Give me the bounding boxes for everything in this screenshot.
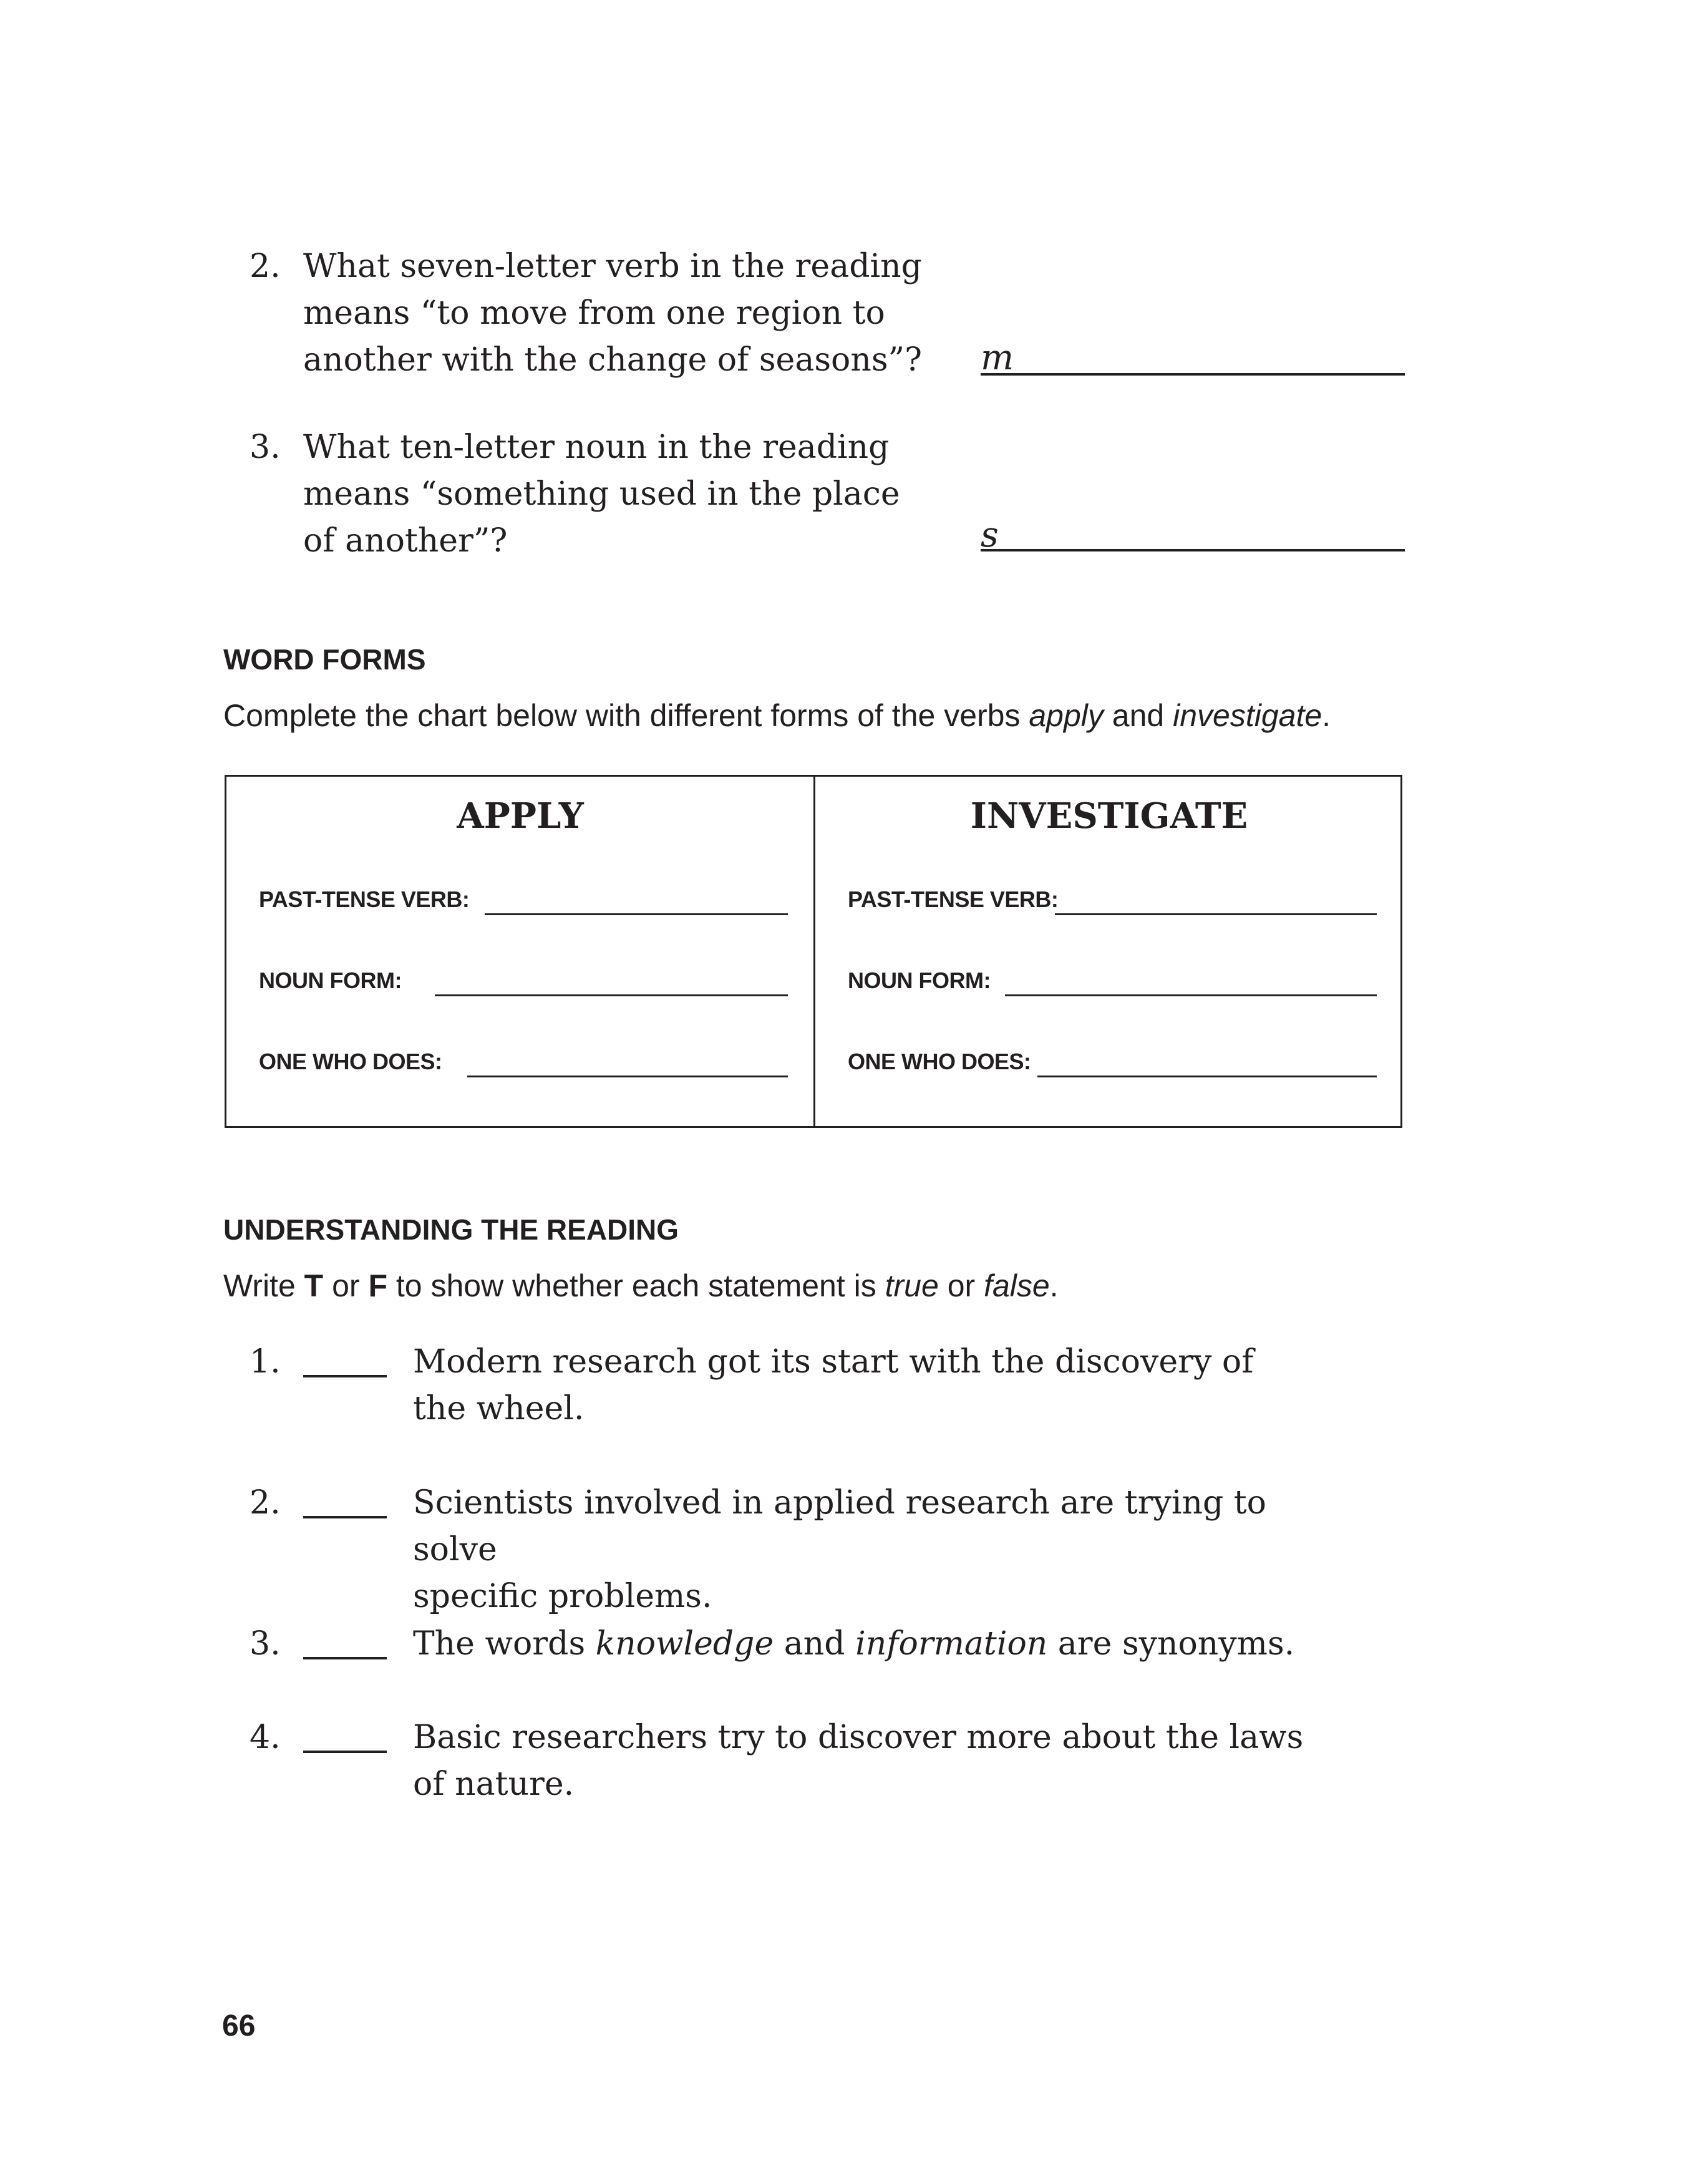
chart-row-past-tense xyxy=(848,878,1377,915)
instruction-text: to show whether each statement is xyxy=(387,1268,885,1303)
column-title: APPLY xyxy=(457,795,584,837)
word-forms-instruction xyxy=(223,697,1331,734)
question-line: another with the change of seasons”? xyxy=(303,341,922,379)
statement-line: Basic researchers try to discover more about the laws xyxy=(413,1719,1304,1756)
statement-text xyxy=(413,1480,1349,1620)
item-number: 4. xyxy=(250,1719,281,1756)
answer-line[interactable] xyxy=(1055,913,1377,915)
answer-line[interactable] xyxy=(1005,994,1377,996)
column-title: INVESTIGATE xyxy=(970,795,1248,837)
statement-line: Modern research got its start with the discovery of xyxy=(413,1343,1254,1381)
question-number: 2. xyxy=(250,248,281,285)
answer-line[interactable] xyxy=(435,994,788,996)
statement-line: of nature. xyxy=(413,1766,575,1803)
answer-blank[interactable] xyxy=(303,1657,387,1659)
statement-text xyxy=(413,1621,1349,1668)
instruction-letter: F xyxy=(368,1268,387,1303)
instruction-text: Write xyxy=(223,1268,304,1303)
question-text xyxy=(303,424,989,565)
answer-line-3[interactable] xyxy=(981,549,1405,551)
question-line: means “to move from one region to xyxy=(303,294,885,332)
chart-row-one-who-does xyxy=(848,1040,1377,1077)
instruction-text: or xyxy=(938,1268,984,1303)
statement-text-part: and xyxy=(774,1625,856,1663)
instruction-text: Complete the chart below with different forms of the verbs xyxy=(223,698,1029,733)
statement-emphasis: information xyxy=(855,1625,1048,1663)
answer-hint-letter: m xyxy=(981,338,1014,378)
chart-row-past-tense xyxy=(259,878,788,915)
statement-line: specific problems. xyxy=(413,1578,712,1615)
word-forms-chart xyxy=(225,775,1402,1128)
item-number: 1. xyxy=(250,1343,281,1381)
answer-line[interactable] xyxy=(1037,1076,1377,1077)
understanding-instruction xyxy=(223,1268,1059,1304)
chart-column-apply xyxy=(226,777,814,1126)
chart-row-one-who-does xyxy=(259,1040,788,1077)
item-number: 2. xyxy=(250,1484,281,1522)
statement-line: the wheel. xyxy=(413,1390,585,1427)
question-line: means “something used in the place xyxy=(303,475,900,513)
row-label: NOUN FORM: xyxy=(259,968,402,993)
question-line: What ten-letter noun in the reading xyxy=(303,429,890,466)
chart-column-investigate xyxy=(815,777,1403,1126)
question-number: 3. xyxy=(250,429,281,466)
answer-line[interactable] xyxy=(485,913,788,915)
statement-text-part: The words xyxy=(413,1625,596,1663)
statement-text xyxy=(413,1714,1349,1808)
chart-row-noun-form xyxy=(848,959,1377,996)
instruction-emphasis: false xyxy=(984,1268,1050,1303)
instruction-text: and xyxy=(1103,698,1173,733)
row-label: PAST-TENSE VERB: xyxy=(259,886,470,912)
statement-text xyxy=(413,1339,1349,1432)
instruction-text: . xyxy=(1322,698,1331,733)
answer-line[interactable] xyxy=(467,1076,788,1077)
answer-blank[interactable] xyxy=(303,1375,387,1377)
section-heading-understanding: UNDERSTANDING THE READING xyxy=(223,1213,679,1246)
section-heading-word-forms: WORD FORMS xyxy=(223,643,426,676)
answer-blank[interactable] xyxy=(303,1516,387,1518)
answer-line-2[interactable] xyxy=(981,373,1405,376)
row-label: NOUN FORM: xyxy=(848,968,991,993)
question-line: What seven-letter verb in the reading xyxy=(303,248,922,285)
page-number: 66 xyxy=(222,2009,256,2042)
instruction-text: . xyxy=(1049,1268,1059,1303)
statement-text-part: are synonyms. xyxy=(1047,1625,1295,1663)
statement-line: Scientists involved in applied research are trying to solve xyxy=(413,1484,1266,1568)
instruction-verb: investigate xyxy=(1173,698,1322,733)
question-text xyxy=(303,243,989,384)
row-label: PAST-TENSE VERB: xyxy=(848,886,1059,912)
instruction-emphasis: true xyxy=(885,1268,939,1303)
item-number: 3. xyxy=(250,1625,281,1663)
instruction-letter: T xyxy=(304,1268,324,1303)
statement-emphasis: knowledge xyxy=(595,1625,774,1663)
question-line: of another”? xyxy=(303,522,508,560)
instruction-verb: apply xyxy=(1029,698,1104,733)
answer-blank[interactable] xyxy=(303,1751,387,1753)
instruction-text: or xyxy=(323,1268,369,1303)
chart-row-noun-form xyxy=(259,959,788,996)
row-label: ONE WHO DOES: xyxy=(259,1049,442,1074)
answer-hint-letter: s xyxy=(981,515,999,555)
row-label: ONE WHO DOES: xyxy=(848,1049,1031,1074)
